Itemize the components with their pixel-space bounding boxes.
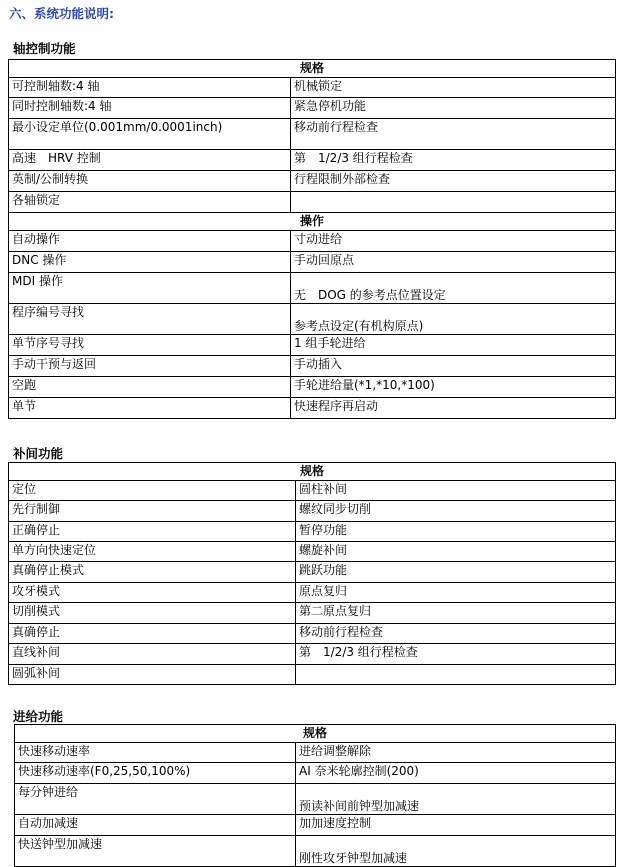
axis-control-heading: 轴控制功能	[13, 41, 76, 56]
right-cell: 螺纹同步切削	[296, 501, 616, 522]
left-cell: 最小设定单位(0.001mm/0.0001inch)	[9, 119, 291, 150]
right-cell: 螺旋补间	[296, 542, 616, 562]
feed-heading: 进给功能	[13, 709, 64, 724]
table-row	[9, 304, 616, 335]
right-cell: 刚性攻牙钟型加减速	[296, 836, 616, 867]
left-cell: 空跑	[9, 377, 291, 398]
spec-header-row	[15, 725, 616, 743]
left-cell: 单方向快速定位	[9, 542, 296, 562]
left-cell: 圆弧补间	[9, 665, 296, 685]
left-cell: 同时控制轴数:4 轴	[9, 98, 291, 119]
right-cell: 圆柱补间	[296, 481, 616, 501]
left-cell: 快送钟型加减速	[15, 836, 296, 867]
right-cell: 预读补间前钟型加减速	[296, 784, 616, 815]
table-header-cell: 规格	[15, 725, 616, 743]
table-row	[15, 784, 616, 815]
table-row	[9, 522, 616, 542]
table-row	[9, 501, 616, 522]
axis-control-table	[8, 59, 616, 419]
left-cell: 程序编号寻找	[9, 304, 291, 335]
left-cell: 真确停止模式	[9, 562, 296, 583]
feed-table	[14, 724, 616, 867]
table-row	[9, 356, 616, 377]
right-cell: 第 1/2/3 组行程检查	[291, 150, 616, 171]
table-row	[15, 763, 616, 784]
right-cell	[296, 665, 616, 685]
operation-header-row	[9, 213, 616, 231]
table-row	[9, 231, 616, 252]
right-cell: 无 DOG 的参考点位置设定	[291, 273, 616, 304]
right-cell: 参考点设定(有机构原点)	[291, 304, 616, 335]
right-cell: 寸动进给	[291, 231, 616, 252]
left-cell: DNC 操作	[9, 252, 291, 273]
table-row	[15, 815, 616, 836]
left-cell: 快速移动速率(F0,25,50,100%)	[15, 763, 296, 784]
left-cell: 自动操作	[9, 231, 291, 252]
table-row	[9, 398, 616, 419]
table-row	[9, 542, 616, 562]
right-cell: 加加速度控制	[296, 815, 616, 836]
left-cell: 高速 HRV 控制	[9, 150, 291, 171]
spec-header-row	[9, 463, 616, 481]
table-row	[9, 150, 616, 171]
table-row	[9, 171, 616, 192]
table-header-cell: 规格	[9, 463, 616, 481]
table-row	[9, 603, 616, 624]
table-row	[9, 624, 616, 644]
table-row	[9, 119, 616, 150]
left-cell: 各轴锁定	[9, 192, 291, 213]
right-cell: 机械锁定	[291, 78, 616, 98]
left-cell: MDI 操作	[9, 273, 291, 304]
table-row	[9, 98, 616, 119]
right-cell: AI 奈米轮廓控制(200)	[296, 763, 616, 784]
spec-header-row	[9, 60, 616, 78]
left-cell: 直线补间	[9, 644, 296, 665]
section-title: 六、系统功能说明:	[9, 6, 114, 21]
left-cell: 自动加减速	[15, 815, 296, 836]
table-header-cell: 规格	[9, 60, 616, 78]
right-cell: 手动插入	[291, 356, 616, 377]
table-row	[9, 562, 616, 583]
left-cell: 攻牙模式	[9, 583, 296, 603]
right-cell: 第二原点复归	[296, 603, 616, 624]
left-cell: 单节	[9, 398, 291, 419]
table-header-cell: 操作	[9, 213, 616, 231]
left-cell: 可控制轴数:4 轴	[9, 78, 291, 98]
table-row	[15, 836, 616, 867]
left-cell: 手动干预与返回	[9, 356, 291, 377]
left-cell: 英制/公制转换	[9, 171, 291, 192]
right-cell: 进给调整解除	[296, 743, 616, 763]
right-cell: 第 1/2/3 组行程检查	[296, 644, 616, 665]
left-cell: 定位	[9, 481, 296, 501]
interpolation-heading: 补间功能	[13, 446, 64, 461]
interpolation-table	[8, 462, 616, 685]
right-cell: 暂停功能	[296, 522, 616, 542]
right-cell: 行程限制外部检查	[291, 171, 616, 192]
right-cell	[291, 192, 616, 213]
left-cell: 真确停止	[9, 624, 296, 644]
right-cell: 手动回原点	[291, 252, 616, 273]
left-cell: 每分钟进给	[15, 784, 296, 815]
table-row	[9, 665, 616, 685]
right-cell: 紧急停机功能	[291, 98, 616, 119]
table-row	[9, 481, 616, 501]
left-cell: 快速移动速率	[15, 743, 296, 763]
table-row	[9, 335, 616, 356]
right-cell: 跳跃功能	[296, 562, 616, 583]
table-row	[15, 743, 616, 763]
right-cell: 1 组手轮进给	[291, 335, 616, 356]
left-cell: 正确停止	[9, 522, 296, 542]
right-cell: 移动前行程检查	[296, 624, 616, 644]
left-cell: 单节序号寻找	[9, 335, 291, 356]
right-cell: 移动前行程检查	[291, 119, 616, 150]
left-cell: 先行制御	[9, 501, 296, 522]
right-cell: 原点复归	[296, 583, 616, 603]
table-row	[9, 252, 616, 273]
table-row	[9, 273, 616, 304]
table-row	[9, 192, 616, 213]
table-row	[9, 78, 616, 98]
left-cell: 切削模式	[9, 603, 296, 624]
table-row	[9, 377, 616, 398]
table-row	[9, 583, 616, 603]
right-cell: 快速程序再启动	[291, 398, 616, 419]
right-cell: 手轮进给量(*1,*10,*100)	[291, 377, 616, 398]
table-row	[9, 644, 616, 665]
